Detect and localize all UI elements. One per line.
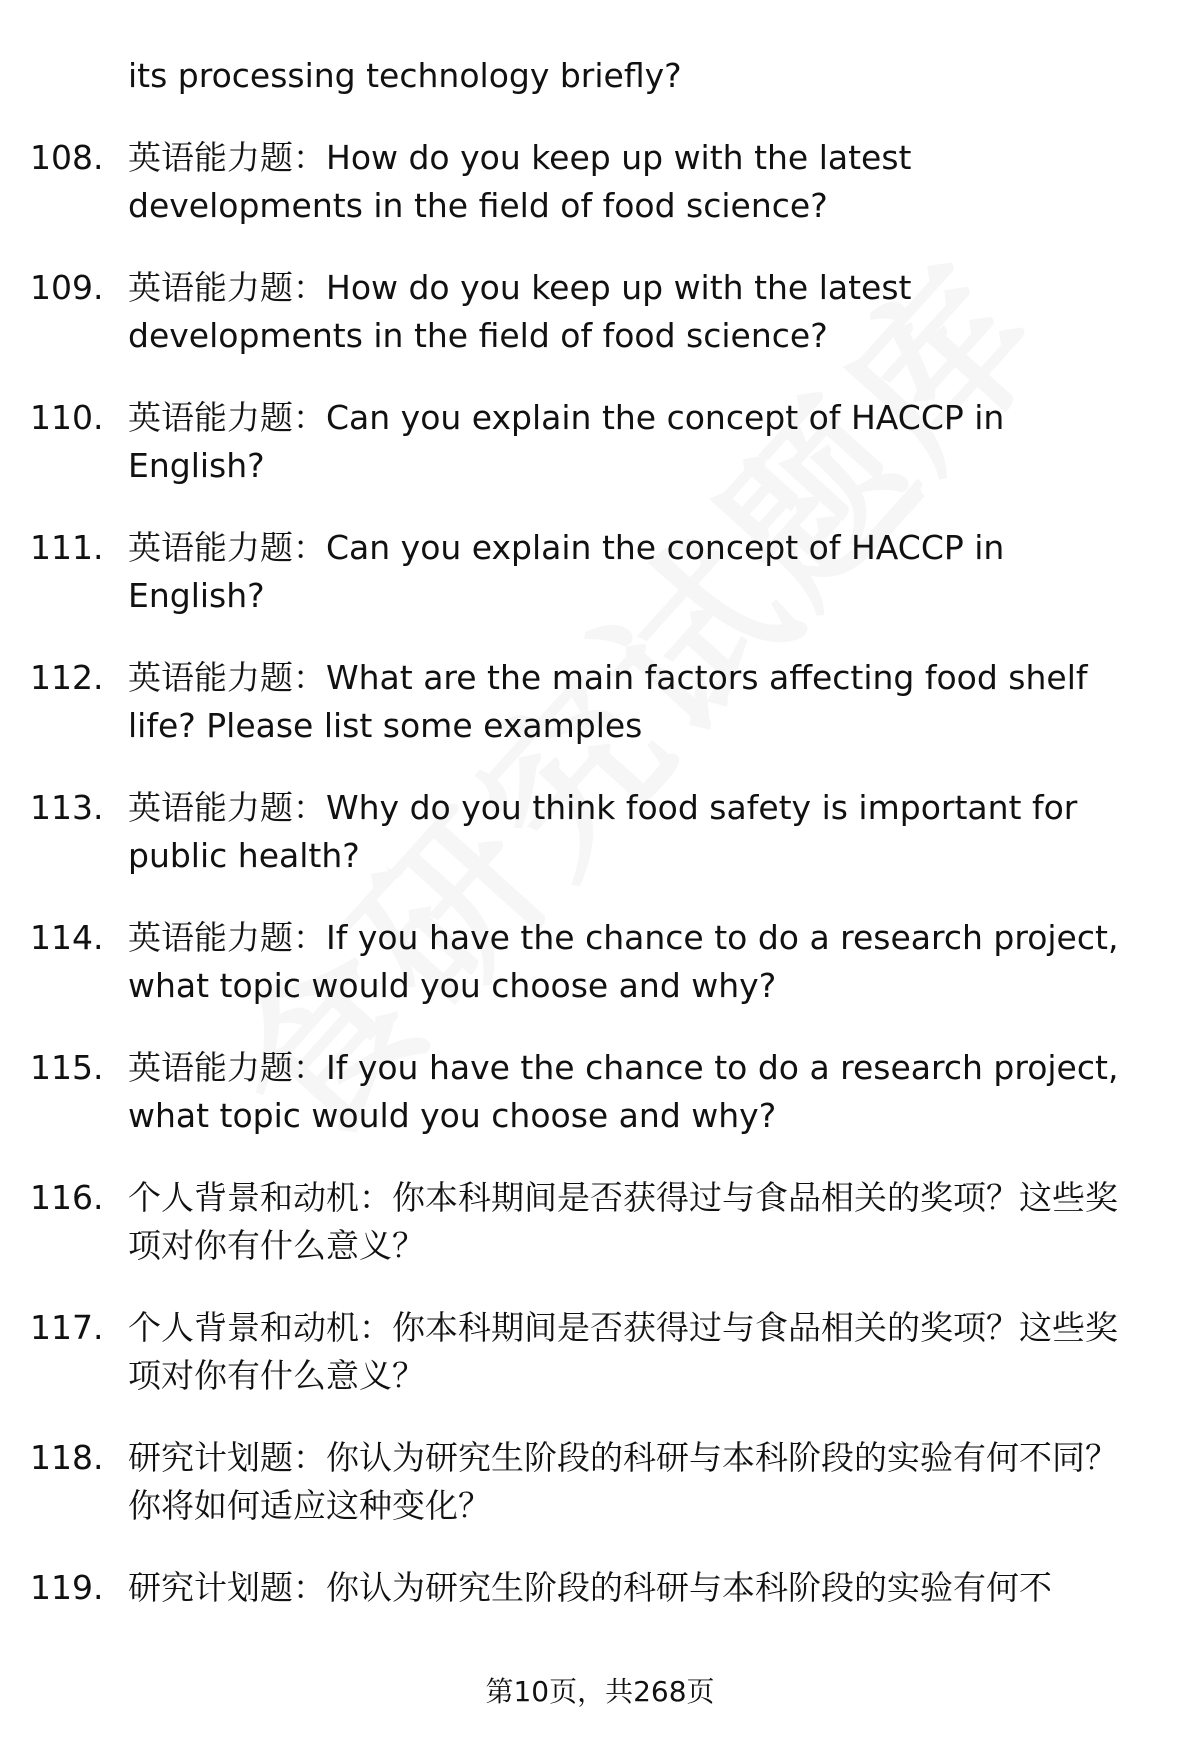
- item-number: 117.: [30, 1308, 104, 1347]
- item-number: 119.: [30, 1568, 104, 1607]
- item-text: 英语能力题：How do you keep up with the latest developments in the field of food science?: [128, 268, 912, 355]
- item-number: 118.: [30, 1438, 104, 1477]
- list-item: [0, 784, 1200, 880]
- item-text: 研究计划题：你认为研究生阶段的科研与本科阶段的实验有何不: [128, 1568, 1052, 1607]
- item-text: 英语能力题：How do you keep up with the latest developments in the field of food science?: [128, 138, 912, 225]
- list-item: [0, 1044, 1200, 1140]
- list-item: [0, 264, 1200, 360]
- list-item: [0, 134, 1200, 230]
- list-item: [0, 914, 1200, 1010]
- page-footer: 第10页，共268页: [485, 1675, 715, 1708]
- list-item: [0, 1434, 1200, 1530]
- item-text: 英语能力题：Can you explain the concept of HACCP in English?: [128, 528, 1005, 615]
- item-text: 英语能力题：Can you explain the concept of HACCP in English?: [128, 398, 1005, 485]
- item-number: 109.: [30, 268, 104, 307]
- item-text: 英语能力题：If you have the chance to do a research project, what topic would you choose and why?: [128, 918, 1119, 1005]
- list-item: [0, 394, 1200, 490]
- list-item: [0, 1174, 1200, 1270]
- item-number: 114.: [30, 918, 104, 957]
- item-number: 113.: [30, 788, 104, 827]
- item-text: 英语能力题：If you have the chance to do a research project, what topic would you choose and why?: [128, 1048, 1119, 1135]
- question-list: [0, 52, 1200, 1646]
- list-item-continuation: [0, 52, 1200, 100]
- item-number: 115.: [30, 1048, 104, 1087]
- list-item: [0, 1564, 1200, 1612]
- continuation-text: its processing technology briefly?: [128, 56, 682, 95]
- list-item: [0, 654, 1200, 750]
- item-number: 111.: [30, 528, 104, 567]
- item-text: 研究计划题：你认为研究生阶段的科研与本科阶段的实验有何不同？你将如何适应这种变化？: [128, 1438, 1118, 1525]
- item-number: 108.: [30, 138, 104, 177]
- item-text: 英语能力题：What are the main factors affecting food shelf life? Please list some examples: [128, 658, 1088, 745]
- item-text: 英语能力题：Why do you think food safety is important for public health?: [128, 788, 1078, 875]
- item-text: 个人背景和动机：你本科期间是否获得过与食品相关的奖项？这些奖项对你有什么意义？: [128, 1308, 1118, 1395]
- item-number: 116.: [30, 1178, 104, 1217]
- list-item: [0, 524, 1200, 620]
- list-item: [0, 1304, 1200, 1400]
- item-text: 个人背景和动机：你本科期间是否获得过与食品相关的奖项？这些奖项对你有什么意义？: [128, 1178, 1118, 1265]
- item-number: 110.: [30, 398, 104, 437]
- item-number: 112.: [30, 658, 104, 697]
